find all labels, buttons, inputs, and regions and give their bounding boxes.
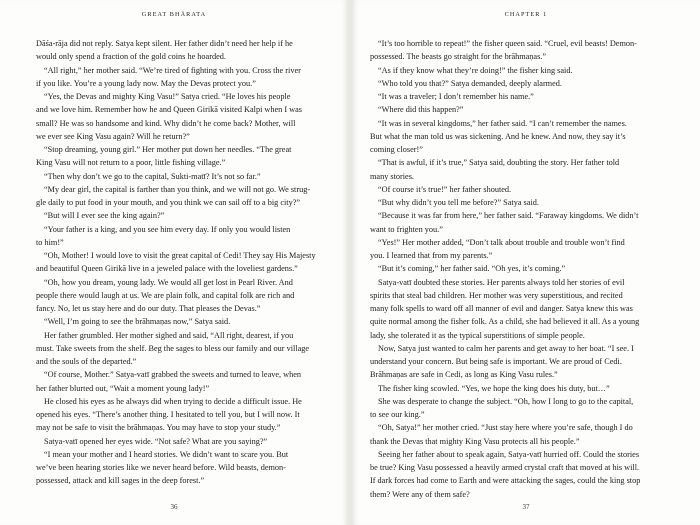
text-line: “It was a traveler; I don’t remember his name.” (378, 92, 534, 101)
text-line: thank the Devas that mighty King Vasu protects all his people.” (370, 436, 580, 446)
text-line: Now, Satya just wanted to calm her parents and get away to her boat. “I see. I (378, 343, 634, 353)
text-line: Brāhmaṇas are safe in Cedi, as long as King Vasu rules.” (370, 370, 558, 380)
text-line: “All right,” her mother said. “We’re tired of fighting with you. Cross the river (44, 65, 301, 75)
text-line: quite normal among the fisher folk. As a child, she had believed it all. As a young (370, 317, 640, 327)
text-line: Seeing her father about to speak again, Satya-vatī hurried off. Could the stories (378, 449, 640, 459)
left-page (0, 0, 348, 525)
text-line: many folk spells to ward off all manner of evil and danger. Satya knew this was (370, 304, 633, 313)
text-line: spirits that steal bad children. Her mother was very superstitious, and recited (370, 290, 623, 300)
text-line: “It was in several kingdoms,” her father said. “I can’t remember the names. (378, 118, 627, 128)
text-line: gle daily to put food in your mouth, and you think we can sail off to a big city?” (36, 198, 301, 207)
text-line: “Then why don’t we go to the capital, Sukti-matī? It’s not so far.” (44, 171, 261, 181)
text-line: possessed. The beasts go straight for the brāhmaṇas.” (370, 52, 547, 62)
text-line: “Well, I’m going to see the brāhmaṇas now,” Satya said. (44, 317, 231, 327)
text-line: “Of course it’s true!” her father shouted. (378, 184, 512, 194)
text-line: “Stop dreaming, young girl.” Her mother put down her needles. “The great (44, 145, 292, 154)
text-line: If dark forces had come to Earth and were attacking the sages, could the king stop (370, 476, 641, 486)
text-line: “Of course, Mother.” Satya-vatī grabbed the sweets and turned to leave, when (44, 370, 302, 380)
right-page-body (370, 37, 670, 501)
text-line: “But it’s coming,” her father said. “Oh yes, it’s coming.” (378, 264, 566, 274)
text-line: “Your father is a king, and you see him every day. If only you would listen (44, 224, 291, 234)
text-line: opened his eyes. “There’s another thing. I hesitated to tell you, but I will now. It (36, 410, 300, 419)
text-line: if you like. You’re a young lady now. May the Devas protect you.” (36, 78, 256, 88)
text-line: “Oh, how you dream, young lady. We would all get lost in Pearl River. And (44, 277, 293, 287)
text-line: her father blurted out, “Wait a moment young lady!” (36, 383, 210, 393)
text-line: Dāśa-rāja did not reply. Satya kept silent. Her father didn’t need her help if he (36, 39, 293, 48)
text-line: Satya-vatī doubted these stories. Her parents always told her stories of evil (378, 277, 625, 287)
text-line: Satya-vatī opened her eyes wide. “Not safe? What are you saying?” (44, 436, 268, 446)
text-line: want to frighten you.” (370, 224, 443, 234)
text-line: we’ve been hearing stories like we never heard before. Wild beasts, demon- (36, 463, 286, 472)
text-line: be true? King Vasu possessed a heavily armed crystal craft that moved at his will. (370, 463, 640, 472)
text-line: and the souls of the departed.” (36, 357, 137, 366)
text-line: coming closer!” (370, 145, 423, 154)
text-line: “Who told you that?” Satya demanded, deeply alarmed. (378, 78, 562, 88)
text-line: The fisher king scowled. “Yes, we hope the king does his duty, but…” (378, 383, 610, 393)
text-line: and we love him. Remember how he and Queen Girikā visited Kalpi when I was (36, 105, 302, 115)
text-line: fancy. No, let us stay here and do our duty. That pleases the Devas.” (36, 304, 261, 313)
text-line: “That is awful, if it’s true,” Satya said, doubting the story. Her father told (378, 158, 620, 168)
text-line: many stories. (370, 171, 414, 181)
text-line: “As if they know what they’re doing!” the fisher king said. (378, 65, 573, 75)
text-line: “Where did this happen?” (378, 105, 464, 115)
text-line: small? He was so handsome and kind. Why didn’t he come back? Mother, will (36, 118, 296, 128)
left-page-body (36, 37, 332, 488)
right-page (352, 0, 700, 525)
running-head-left: GREAT BHĀRATA (141, 11, 207, 18)
text-line: to see our king.” (370, 410, 425, 419)
text-line: “Oh, Mother! I would love to visit the great capital of Cedi! They say His Majesty (44, 251, 316, 260)
text-line: Her father grumbled. Her mother sighed and said, “All right, dearest, if you (44, 330, 294, 340)
text-line: “My dear girl, the capital is farther than you think, and we will not go. We strug- (44, 184, 311, 194)
text-line: But what the man told us was sickening. And he knew. And now, they say it’s (370, 131, 626, 141)
text-line: we ever see King Vasu again? Will he return?” (36, 131, 190, 141)
text-line: “But will I ever see the king again?” (44, 211, 165, 221)
text-line: possessed, attack and kill sages in the deep forest.” (36, 476, 205, 486)
text-line: understand your concern. But being safe is important. We are proud of Cedi. (370, 357, 622, 366)
text-line: King Vasu will not return to a poor, little fishing village.” (36, 158, 226, 168)
text-line: you. I learned that from my parents.” (370, 251, 493, 260)
page-number-left: 36 (170, 503, 178, 511)
text-line: “It’s too horrible to repeat!” the fisher queen said. “Cruel, evil beasts! Demon- (378, 39, 637, 48)
text-line: “Yes, the Devas and mighty King Vasu!” Satya cried. “He loves his people (44, 92, 291, 101)
text-line: must. Take sweets from the shelf. Beg the sages to bless our family and our village (36, 343, 310, 353)
text-line: and beautiful Queen Girikā live in a jeweled palace with the loveliest gardens.” (36, 264, 298, 274)
text-line: “But why didn’t you tell me before?” Satya said. (378, 198, 539, 207)
text-line: to him!” (36, 237, 64, 247)
text-line: “Because it was far from here,” her father said. “Faraway kingdoms. We didn’t (378, 211, 639, 221)
text-line: may not be safe to visit the brāhmaṇas. You may have to stop your study.” (36, 423, 281, 433)
text-line: “I mean your mother and I heard stories. We didn’t want to scare you. But (44, 449, 289, 459)
text-line: “Yes!” Her mother added, “Don’t talk about trouble and trouble won’t find (378, 237, 625, 247)
text-line: He closed his eyes as he always did when trying to decide a difficult issue. He (44, 396, 302, 406)
text-line: She was desperate to change the subject. “Oh, how I long to go to the capital, (378, 396, 634, 406)
text-line: “Oh, Satya!” her mother cried. “Just stay here where you’re safe, though I do (378, 423, 633, 433)
text-line: lady, she tolerated it as the typical superstitions of simple people. (370, 330, 585, 340)
text-line: them? Were any of them safe? (370, 489, 470, 499)
text-line: people there would laugh at us. We are plain folk, and capital folk are rich and (36, 290, 295, 300)
running-head-right: CHAPTER 1 (504, 11, 548, 18)
text-line: would only spend a fraction of the gold coins he hoarded. (36, 52, 226, 62)
page-number-right: 37 (522, 503, 530, 511)
